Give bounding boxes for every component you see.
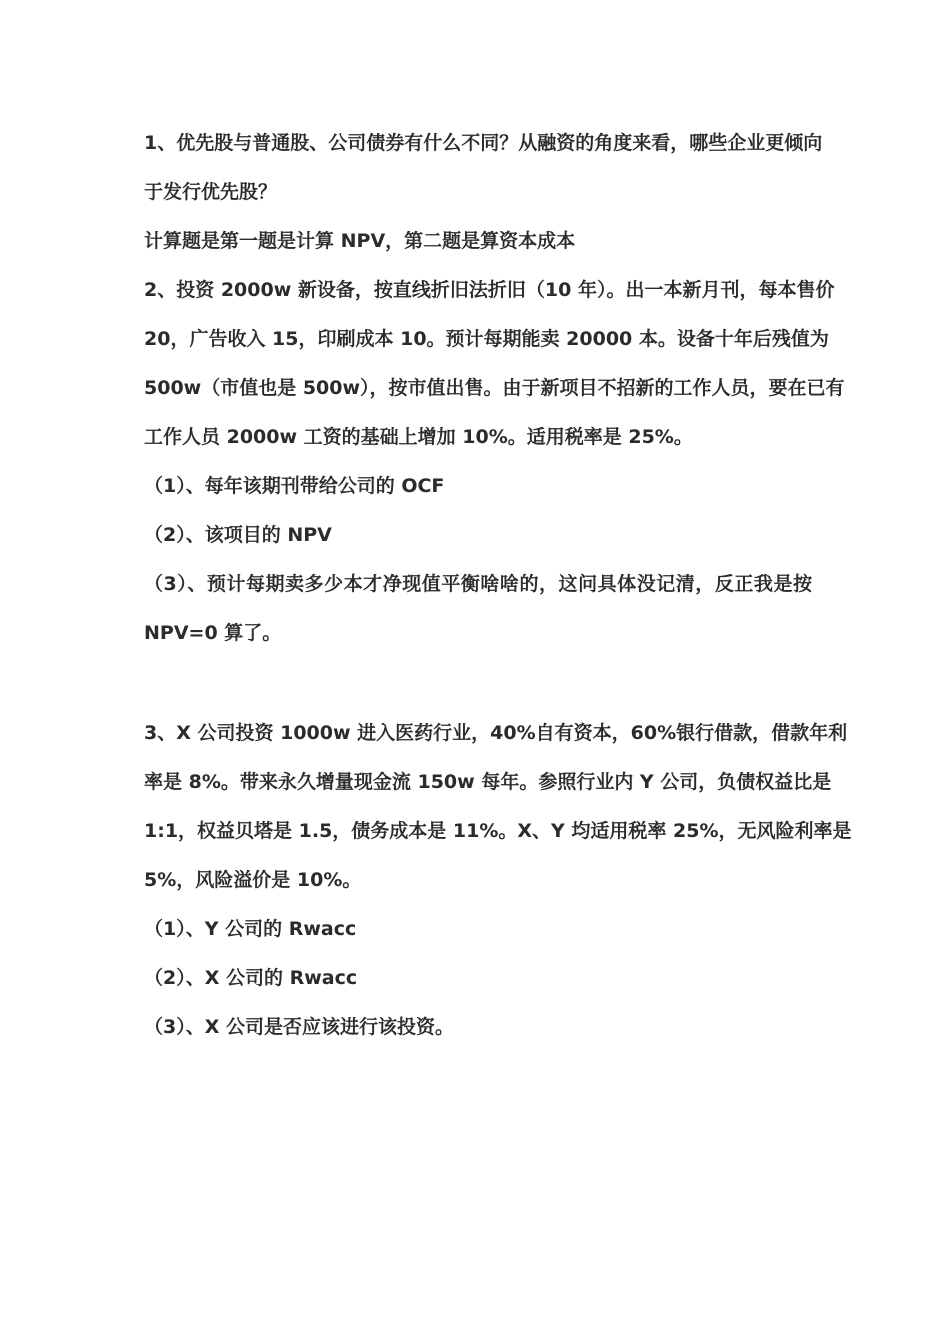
q2-sub-2: （2）、该项目的 NPV (144, 524, 332, 546)
q3-line-4: 5%，风险溢价是 10%。 (144, 869, 362, 891)
q3-sub-2: （2）、X 公司的 Rwacc (144, 967, 358, 989)
q3-line-1: 3、X 公司投资 1000w 进入医药行业，40%自有资本，60%银行借款，借款年利 (144, 722, 848, 744)
q3-sub-1: （1）、Y 公司的 Rwacc (144, 918, 357, 940)
q3-line-2: 率是 8%。带来永久增量现金流 150w 每年。参照行业内 Y 公司，负债权益比是 (144, 771, 832, 793)
q3-sub-3: （3）、X 公司是否应该进行该投资。 (144, 1016, 454, 1038)
q1-line-1: 1、优先股与普通股、公司债券有什么不同？从融资的角度来看，哪些企业更倾向 (144, 132, 823, 154)
q2-line-3: 500w（市值也是 500w），按市值出售。由于新项目不招新的工作人员，要在已有 (144, 377, 845, 399)
q3-line-3: 1:1，权益贝塔是 1.5，债务成本是 11%。X、Y 均适用税率 25%，无风险利率是 (144, 820, 852, 842)
q2-line-2: 20，广告收入 15，印刷成本 10。预计每期能卖 20000 本。设备十年后残值为 (144, 328, 829, 350)
q1-line-2: 于发行优先股？ (144, 181, 278, 203)
q2-sub-1: （1）、每年该期刊带给公司的 OCF (144, 475, 445, 497)
q2-line-4: 工作人员 2000w 工资的基础上增加 10%。适用税率是 25%。 (144, 426, 693, 448)
q2-sub-3-line-1: （3）、预计每期卖多少本才净现值平衡啥啥的，这问具体没记清，反正我是按 (144, 573, 812, 595)
q2-sub-3-line-2: NPV=0 算了。 (144, 622, 282, 644)
q2-line-1: 2、投资 2000w 新设备，按直线折旧法折旧（10 年）。出一本新月刊，每本售价 (144, 279, 835, 301)
calc-note: 计算题是第一题是计算 NPV，第二题是算资本成本 (144, 230, 576, 252)
document-body (144, 131, 852, 1039)
